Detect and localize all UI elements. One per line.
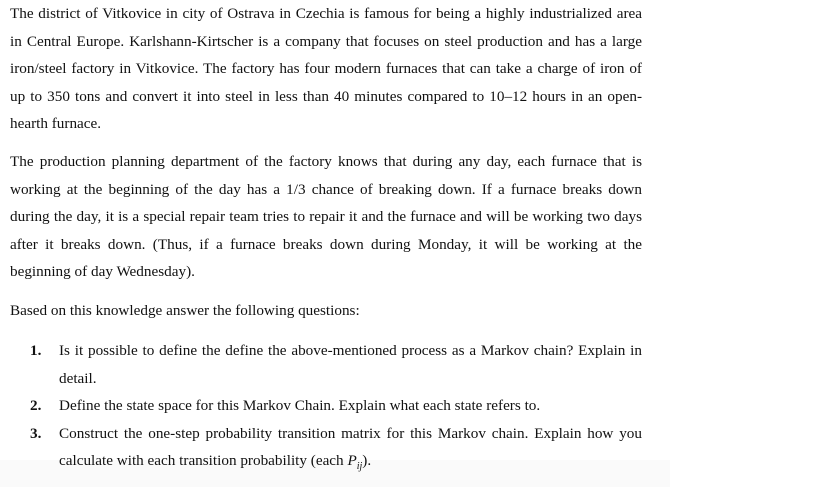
- questions-lead-in: Based on this knowledge answer the following questions:: [10, 302, 360, 319]
- probability-subscript: ij: [356, 461, 363, 473]
- question-number: 1.: [30, 342, 42, 359]
- furnace-breakdown-paragraph: The production planning department of the factory knows that during any day, each furnace that is working at the beginning of the day has a 1/3 chance of breaking down. If a furnace breaks down during the day, it is a special repair team tries to repair it and the furnace and will be working two days after it breaks down. (Thus, if a furnace breaks down during Monday, it will be working at the beginning of day Wednesday).: [10, 153, 642, 281]
- question-number: 2.: [30, 397, 42, 415]
- question-text: Construct the one-step probability transition matrix for this Markov chain. Explain how you calculate with each transition probability (each: [59, 424, 642, 470]
- question-item-3: [30, 420, 642, 481]
- transition-probability-symbol: [347, 452, 363, 473]
- question-text-tail: ).: [362, 452, 372, 470]
- question-item-2: [30, 392, 642, 420]
- question-text: Define the state space for this Markov Chain. Explain what each state refers to.: [59, 397, 541, 415]
- intro-paragraph: The district of Vitkovice in city of Ostrava in Czechia is famous for being a highly industrialized area in Central Europe. Karlshann-Kirtscher is a company that focuses on steel production and has a large iron/steel factory in Vitkovice. The factory has four modern furnaces that can take a charge of iron of up to 350 tons and convert it into steel in less than 40 minutes compared to 10–12 hours in an open-hearth furnace.: [10, 5, 642, 133]
- question-list: [30, 337, 642, 481]
- probability-letter: P: [347, 452, 357, 470]
- question-number: 3.: [30, 424, 42, 442]
- question-item-1: [30, 337, 642, 392]
- question-text: Is it possible to define the define the above-mentioned process as a Markov chain? Explain in detail.: [59, 342, 642, 387]
